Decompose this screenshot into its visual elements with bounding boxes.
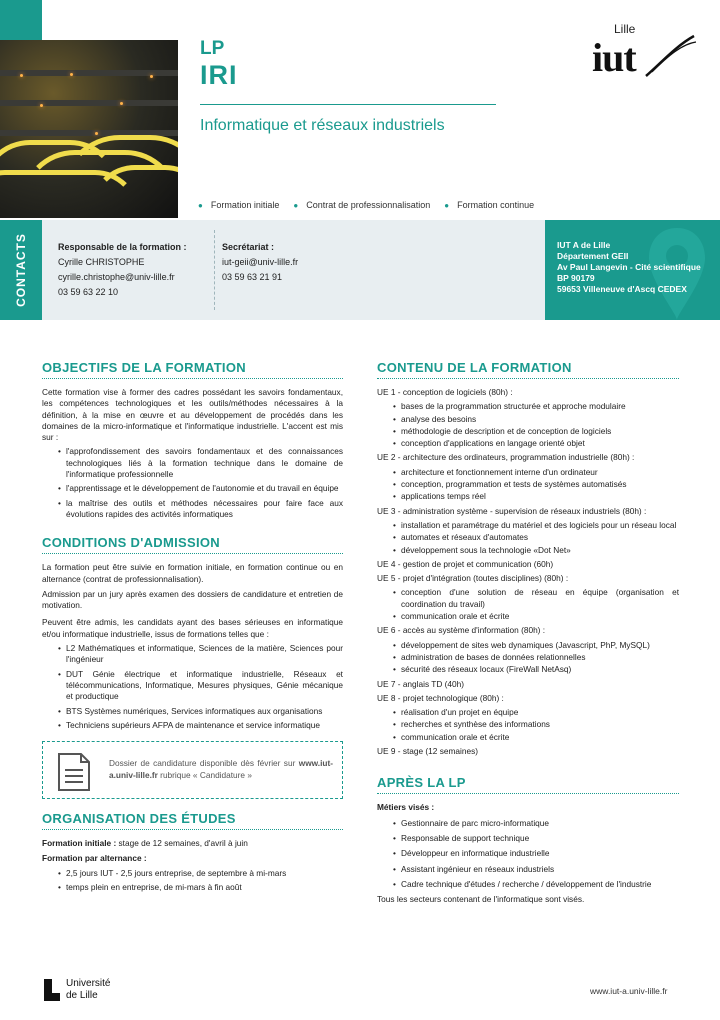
list-item: • Cadre technique d'études / recherche / développement de l'industrie [393, 879, 679, 890]
list-item: • 2,5 jours IUT - 2,5 jours entreprise, de septembre à mi-mars [58, 868, 343, 879]
list-item: • l'apprentissage et le développement de l'autonomie et du travail en équipe [58, 483, 343, 494]
list-item: • administration de bases de données relationnelles [393, 652, 679, 663]
list-item: • communication orale et écrite [393, 732, 679, 743]
ue-list [377, 707, 679, 743]
list-item: • méthodologie de description et de conception de logiciels [393, 426, 679, 437]
initiale-label: Formation initiale : [42, 838, 117, 849]
header-photo-network-cables [0, 40, 178, 218]
formation-types [198, 200, 534, 210]
iut-lille-logo[interactable] [586, 22, 696, 82]
objectifs-intro: Cette formation vise à former des cadres possédant les savoirs fondamentaux, les compétences technologiques et les outils/méthodes nécessaires à la définition, à la mise en œuvre et au développement de procédés dans les domaines de la micro-informatique et l'informatique industrielle. L'accent est mis sur : [42, 387, 343, 443]
list-item: • applications temps réel [393, 491, 679, 502]
list-item: • communication orale et écrite [393, 611, 679, 622]
footer-url[interactable]: www.iut-a.univ-lille.fr [590, 986, 668, 996]
list-item: • conception d'une solution de réseau en équipe (organisation et coordination du travail) [393, 587, 679, 610]
ue-list [377, 520, 679, 556]
apres-title: APRÈS LA LP [377, 775, 679, 794]
list-item: • analyse des besoins [393, 414, 679, 425]
list-item: • sécurité des réseaux locaux (FireWall NetAsq) [393, 664, 679, 675]
conditions-p1: La formation peut être suivie en formation initiale, en formation continue ou en alternance (contrat de professionnalisation). [42, 562, 343, 584]
list-item: • automates et réseaux d'automates [393, 532, 679, 543]
format-continue: ● Formation continue [444, 200, 534, 210]
list-item: • l'approfondissement des savoirs fondamentaux et des connaissances technologiques liés à la formation technique dans le domaine de l'informatique professionnelle [58, 446, 343, 480]
ue-label: UE 2 - architecture des ordinateurs, programmation industrielle (80h) : [377, 452, 635, 463]
list-item: • bases de la programmation structurée et approche modulaire [393, 401, 679, 412]
address-line: Département GEII [557, 251, 629, 261]
organisation-initiale [42, 838, 343, 849]
top-accent-strip [0, 0, 42, 40]
list-item: • L2 Mathématiques et informatique, Sciences de la matière, Sciences pour l'ingénieur [58, 643, 343, 666]
list-item: • développement de sites web dynamiques (Javascript, PhP, MySQL) [393, 640, 679, 651]
organisation-alternance [42, 853, 343, 864]
ue-label: UE 1 - conception de logiciels (80h) : [377, 387, 513, 397]
objectifs-title: OBJECTIFS DE LA FORMATION [42, 360, 343, 379]
univ-lille-text [66, 978, 110, 1002]
title-divider [200, 104, 496, 105]
univ-line2: de Lille [66, 990, 98, 1001]
contacts-tab-label: CONTACTS [14, 233, 28, 307]
list-item: • installation et paramétrage du matériel et des logiciels pour un réseau local [393, 520, 679, 531]
degree-label: LP [200, 38, 225, 59]
secretariat-email[interactable]: iut-geii@univ-lille.fr [222, 257, 299, 267]
ue-label: UE 4 - gestion de projet et communication (60h) [377, 558, 554, 569]
univ-lille-logo[interactable] [42, 976, 142, 1004]
ue-label: UE 8 - projet technologique (80h) : [377, 692, 504, 703]
ue-list [377, 640, 679, 676]
led [95, 132, 98, 135]
ue-label: UE 7 - anglais TD (40h) [377, 678, 464, 689]
right-column [377, 360, 679, 905]
organisation-list [42, 868, 343, 894]
address-line: 59653 Villeneuve d'Ascq CEDEX [557, 284, 687, 294]
format-contrat-pro: ● Contrat de professionnalisation [293, 200, 430, 210]
address-line: BP 90179 [557, 273, 595, 283]
candidature-link[interactable]: www.iut-a.univ-lille.fr [109, 758, 333, 781]
ue-label: UE 9 - stage (12 semaines) [377, 746, 478, 757]
logo-city: Lille [614, 22, 636, 36]
list-item: • recherches et synthèse des informations [393, 719, 679, 730]
address-line: IUT A de Lille [557, 240, 611, 250]
metiers-heading: Métiers visés : [377, 802, 435, 813]
objectifs-list [42, 446, 343, 520]
candidature-box [42, 741, 343, 799]
metiers-list [377, 818, 679, 890]
responsable-email[interactable]: cyrille.christophe@univ-lille.fr [58, 272, 175, 282]
contact-responsable [58, 240, 187, 300]
list-item: • la maîtrise des outils et méthodes nécessaires pour faire face aux évolutions rapides des activités informatiques [58, 498, 343, 521]
metiers-label [377, 802, 679, 813]
ue-label: UE 6 - accès au système d'information (80h) : [377, 625, 546, 636]
ue-list [377, 467, 679, 503]
list-item: • conception d'applications en langage orienté objet [393, 438, 679, 449]
candidature-text [109, 757, 333, 781]
led [20, 74, 23, 77]
list-item: • BTS Systèmes numériques, Services informatiques aux organisations [58, 706, 343, 717]
secretariat-phone: 03 59 63 21 91 [222, 272, 283, 282]
list-item: • architecture et fonctionnement interne d'un ordinateur [393, 467, 679, 478]
responsable-phone: 03 59 63 22 10 [58, 287, 119, 297]
conditions-list [42, 643, 343, 731]
led [70, 73, 73, 76]
initiale-text: stage de 12 semaines, d'avril à juin [116, 838, 248, 849]
ue-label: UE 3 - administration système - supervision de réseaux industriels (80h) : [377, 505, 647, 516]
list-item: • Développeur en informatique industrielle [393, 848, 679, 859]
conditions-title: CONDITIONS D'ADMISSION [42, 535, 343, 554]
address-line: Av Paul Langevin - Cité scientifique [557, 262, 701, 272]
list-item: • Assistant ingénieur en réseaux industriels [393, 864, 679, 875]
list-item: • Techniciens supérieurs AFPA de maintenance et service informatique [58, 720, 343, 731]
document-icon [57, 752, 91, 792]
secretariat-heading: Secrétariat : [222, 242, 275, 252]
univ-lille-mark-icon [42, 977, 62, 1003]
led [150, 75, 153, 78]
conditions-p2: Admission par un jury après examen des dossiers de candidature et entretien de motivation. [42, 588, 343, 611]
list-item: • temps plein en entreprise, de mi-mars à fin août [58, 882, 343, 893]
univ-line1: Université [66, 978, 111, 989]
led [40, 104, 43, 107]
iut-swoosh-icon [642, 32, 698, 80]
iut-address [557, 240, 701, 295]
contacts-divider [214, 230, 215, 310]
list-item: • conception, programmation et tests de systèmes automatisés [393, 479, 679, 490]
list-item: • développement sous la technologie «Dot Net» [393, 545, 679, 556]
candidature-lead: Dossier de candidature disponible dès février sur [109, 758, 296, 769]
format-initiale: ● Formation initiale [198, 200, 279, 210]
list-item: • DUT Génie électrique et informatique industrielle, Réseaux et télécommunications, Informatique, Mesures physiques, Génie mécanique et productique [58, 669, 343, 703]
list-item: • Gestionnaire de parc micro-informatique [393, 818, 679, 829]
contenu-title: CONTENU DE LA FORMATION [377, 360, 679, 379]
led [120, 102, 123, 105]
ue-list [377, 587, 679, 622]
list-item: • Responsable de support technique [393, 833, 679, 844]
candidature-tail: rubrique « Candidature » [157, 770, 252, 781]
ue-list [377, 401, 679, 449]
conditions-p3: Peuvent être admis, les candidats ayant des bases sérieuses en informatique et/ou informatique industrielle, issus de formations telles que : [42, 617, 343, 639]
left-column [42, 360, 343, 896]
contact-secretariat [222, 240, 298, 285]
alternance-label: Formation par alternance : [42, 853, 147, 864]
logo-name: iut [592, 35, 636, 80]
list-item: • réalisation d'un projet en équipe [393, 707, 679, 718]
contacts-tab [0, 220, 42, 320]
responsable-name: Cyrille CHRISTOPHE [58, 257, 145, 267]
organisation-title: ORGANISATION DES ÉTUDES [42, 811, 343, 830]
apres-note: Tous les secteurs contenant de l'informatique sont visés. [377, 894, 585, 905]
program-code: IRI [200, 60, 238, 90]
ue-label: UE 5 - projet d'intégration (toutes disciplines) (80h) : [377, 573, 569, 584]
responsable-heading: Responsable de la formation : [58, 242, 187, 252]
rack-strip [0, 100, 178, 106]
program-subtitle: Informatique et réseaux industriels [200, 117, 445, 134]
iut-address-box [545, 220, 720, 320]
